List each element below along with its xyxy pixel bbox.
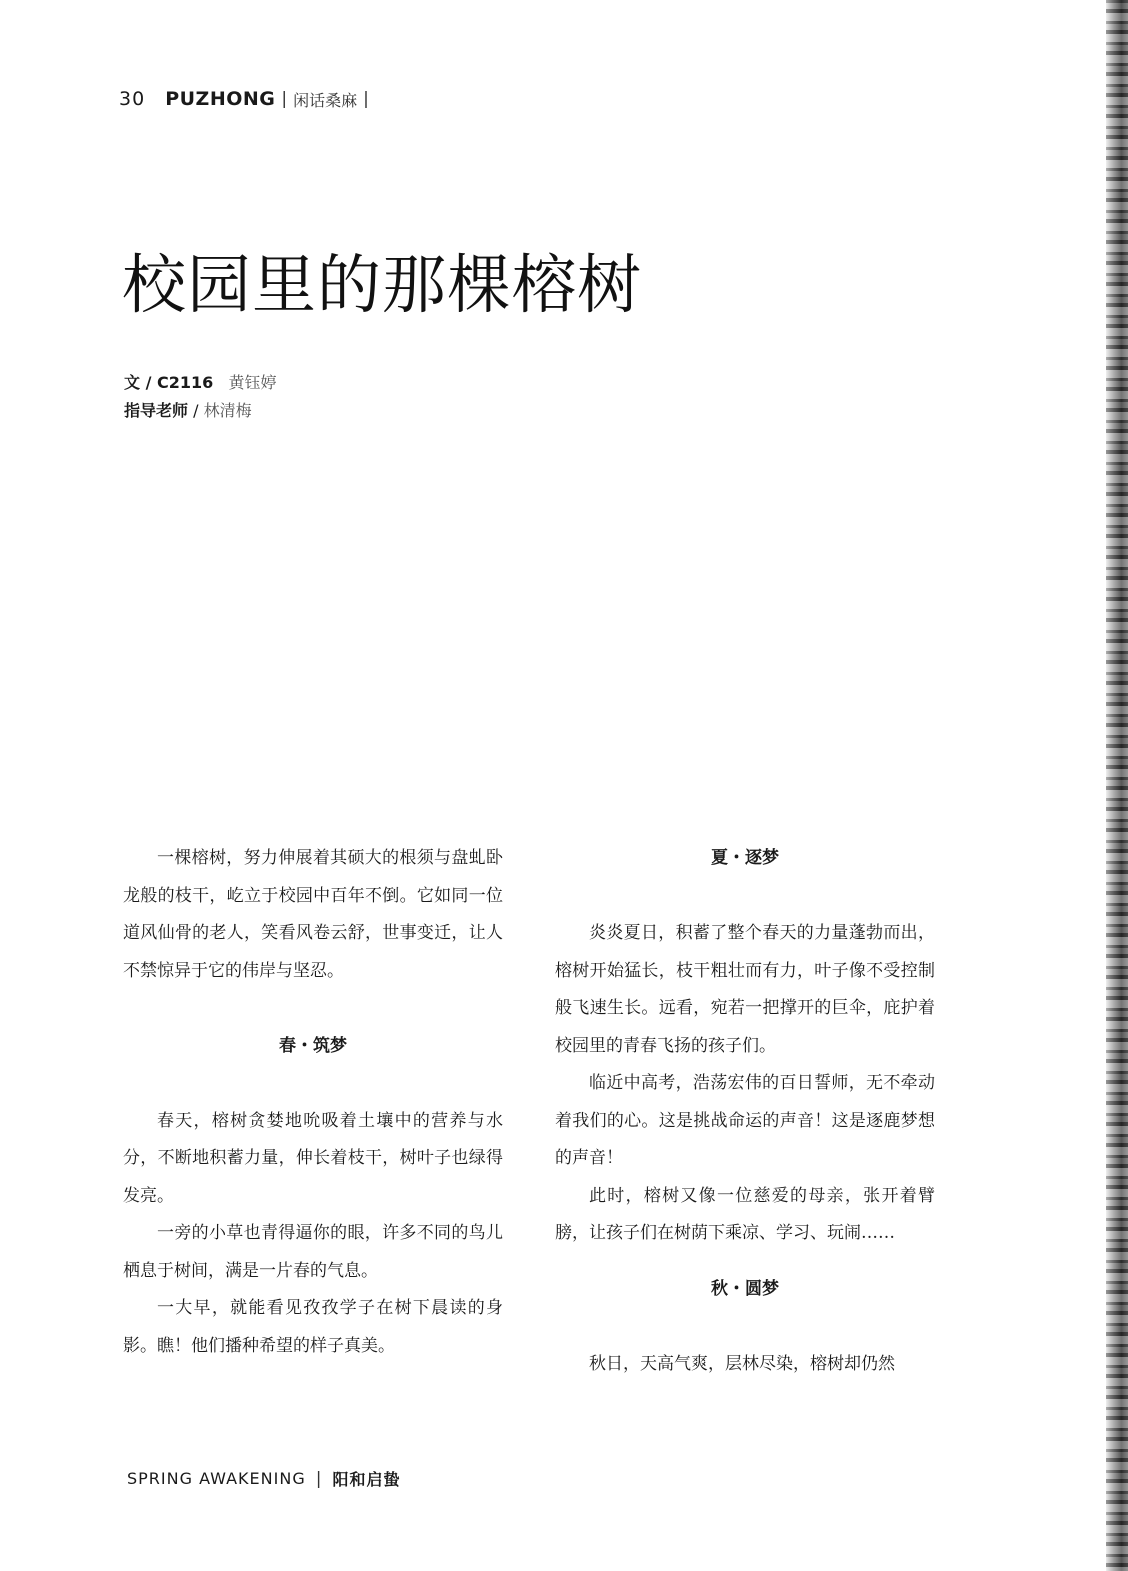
teacher-separator: / [188, 401, 204, 420]
footer-chinese-title: 阳和启蛰 [332, 1470, 401, 1489]
section-name: 闲话桑麻 [293, 90, 358, 110]
teacher-name: 林清梅 [203, 401, 252, 420]
spacer [555, 878, 935, 916]
summer-heading: 夏・逐梦 [711, 848, 779, 868]
spring-paragraph-2: 一旁的小草也青得逼你的眼，许多不同的鸟儿栖息于树间，满是一片春的气息。 [123, 1223, 503, 1281]
header-separator-left: | [281, 89, 288, 109]
article-column-right [555, 840, 935, 1383]
tree-photo-edge [1106, 0, 1128, 1571]
spacer [123, 990, 503, 1028]
author-label: 文 / C2116 [124, 373, 214, 392]
teacher-line [124, 397, 277, 425]
spacer [123, 1065, 503, 1103]
footer-separator: | [315, 1468, 323, 1489]
spring-heading: 春・筑梦 [279, 1035, 347, 1056]
spring-paragraph-1: 春天，榕树贪婪地吮吸着土壤中的营养与水分，不断地积蓄力量，伸长着枝干，树叶子也绿得发亮。 [123, 1110, 503, 1206]
byline [124, 369, 277, 425]
summer-paragraph-2: 临近中高考，浩荡宏伟的百日誓师，无不牵动着我们的心。这是挑战命运的声音！这是逐鹿梦想的声音！ [555, 1073, 935, 1168]
article-title: 校园里的那棵榕树 [122, 249, 642, 323]
header-separator-right: | [363, 89, 369, 109]
spacer [555, 1253, 935, 1271]
summer-paragraph-3: 此时，榕树又像一位慈爱的母亲，张开着臂膀，让孩子们在树荫下乘凉、学习、玩闹…… [555, 1185, 935, 1243]
spring-paragraph-3: 一大早，就能看见孜孜学子在树下晨读的身影。瞧！他们播种希望的样子真美。 [123, 1298, 503, 1356]
page-header [119, 86, 375, 112]
spacer [555, 1308, 935, 1346]
autumn-heading: 秋・圆梦 [711, 1278, 779, 1299]
autumn-paragraph-1: 秋日，天高气爽，层林尽染，榕树却仍然 [589, 1353, 895, 1374]
page-number: 30 [119, 88, 146, 110]
intro-paragraph: 一棵榕树，努力伸展着其硕大的根须与盘虬卧龙般的枝干，屹立于校园中百年不倒。它如同一位道风仙骨的老人，笑看风卷云舒，世事变迁，让人不禁惊异于它的伟岸与坚忍。 [123, 848, 503, 981]
page-footer [127, 1467, 400, 1490]
magazine-brand: PUZHONG [165, 88, 276, 110]
author-name: 黄钰婷 [228, 373, 277, 392]
article-column-left [123, 840, 503, 1365]
author-line [124, 369, 277, 397]
footer-english-title: SPRING AWAKENING [127, 1469, 306, 1488]
summer-paragraph-1: 炎炎夏日，积蓄了整个春天的力量蓬勃而出，榕树开始猛长，枝干粗壮而有力，叶子像不受控制般飞速生长。远看，宛若一把撑开的巨伞，庇护着校园里的青春飞扬的孩子们。 [555, 923, 935, 1056]
teacher-label: 指导老师 [124, 401, 189, 420]
